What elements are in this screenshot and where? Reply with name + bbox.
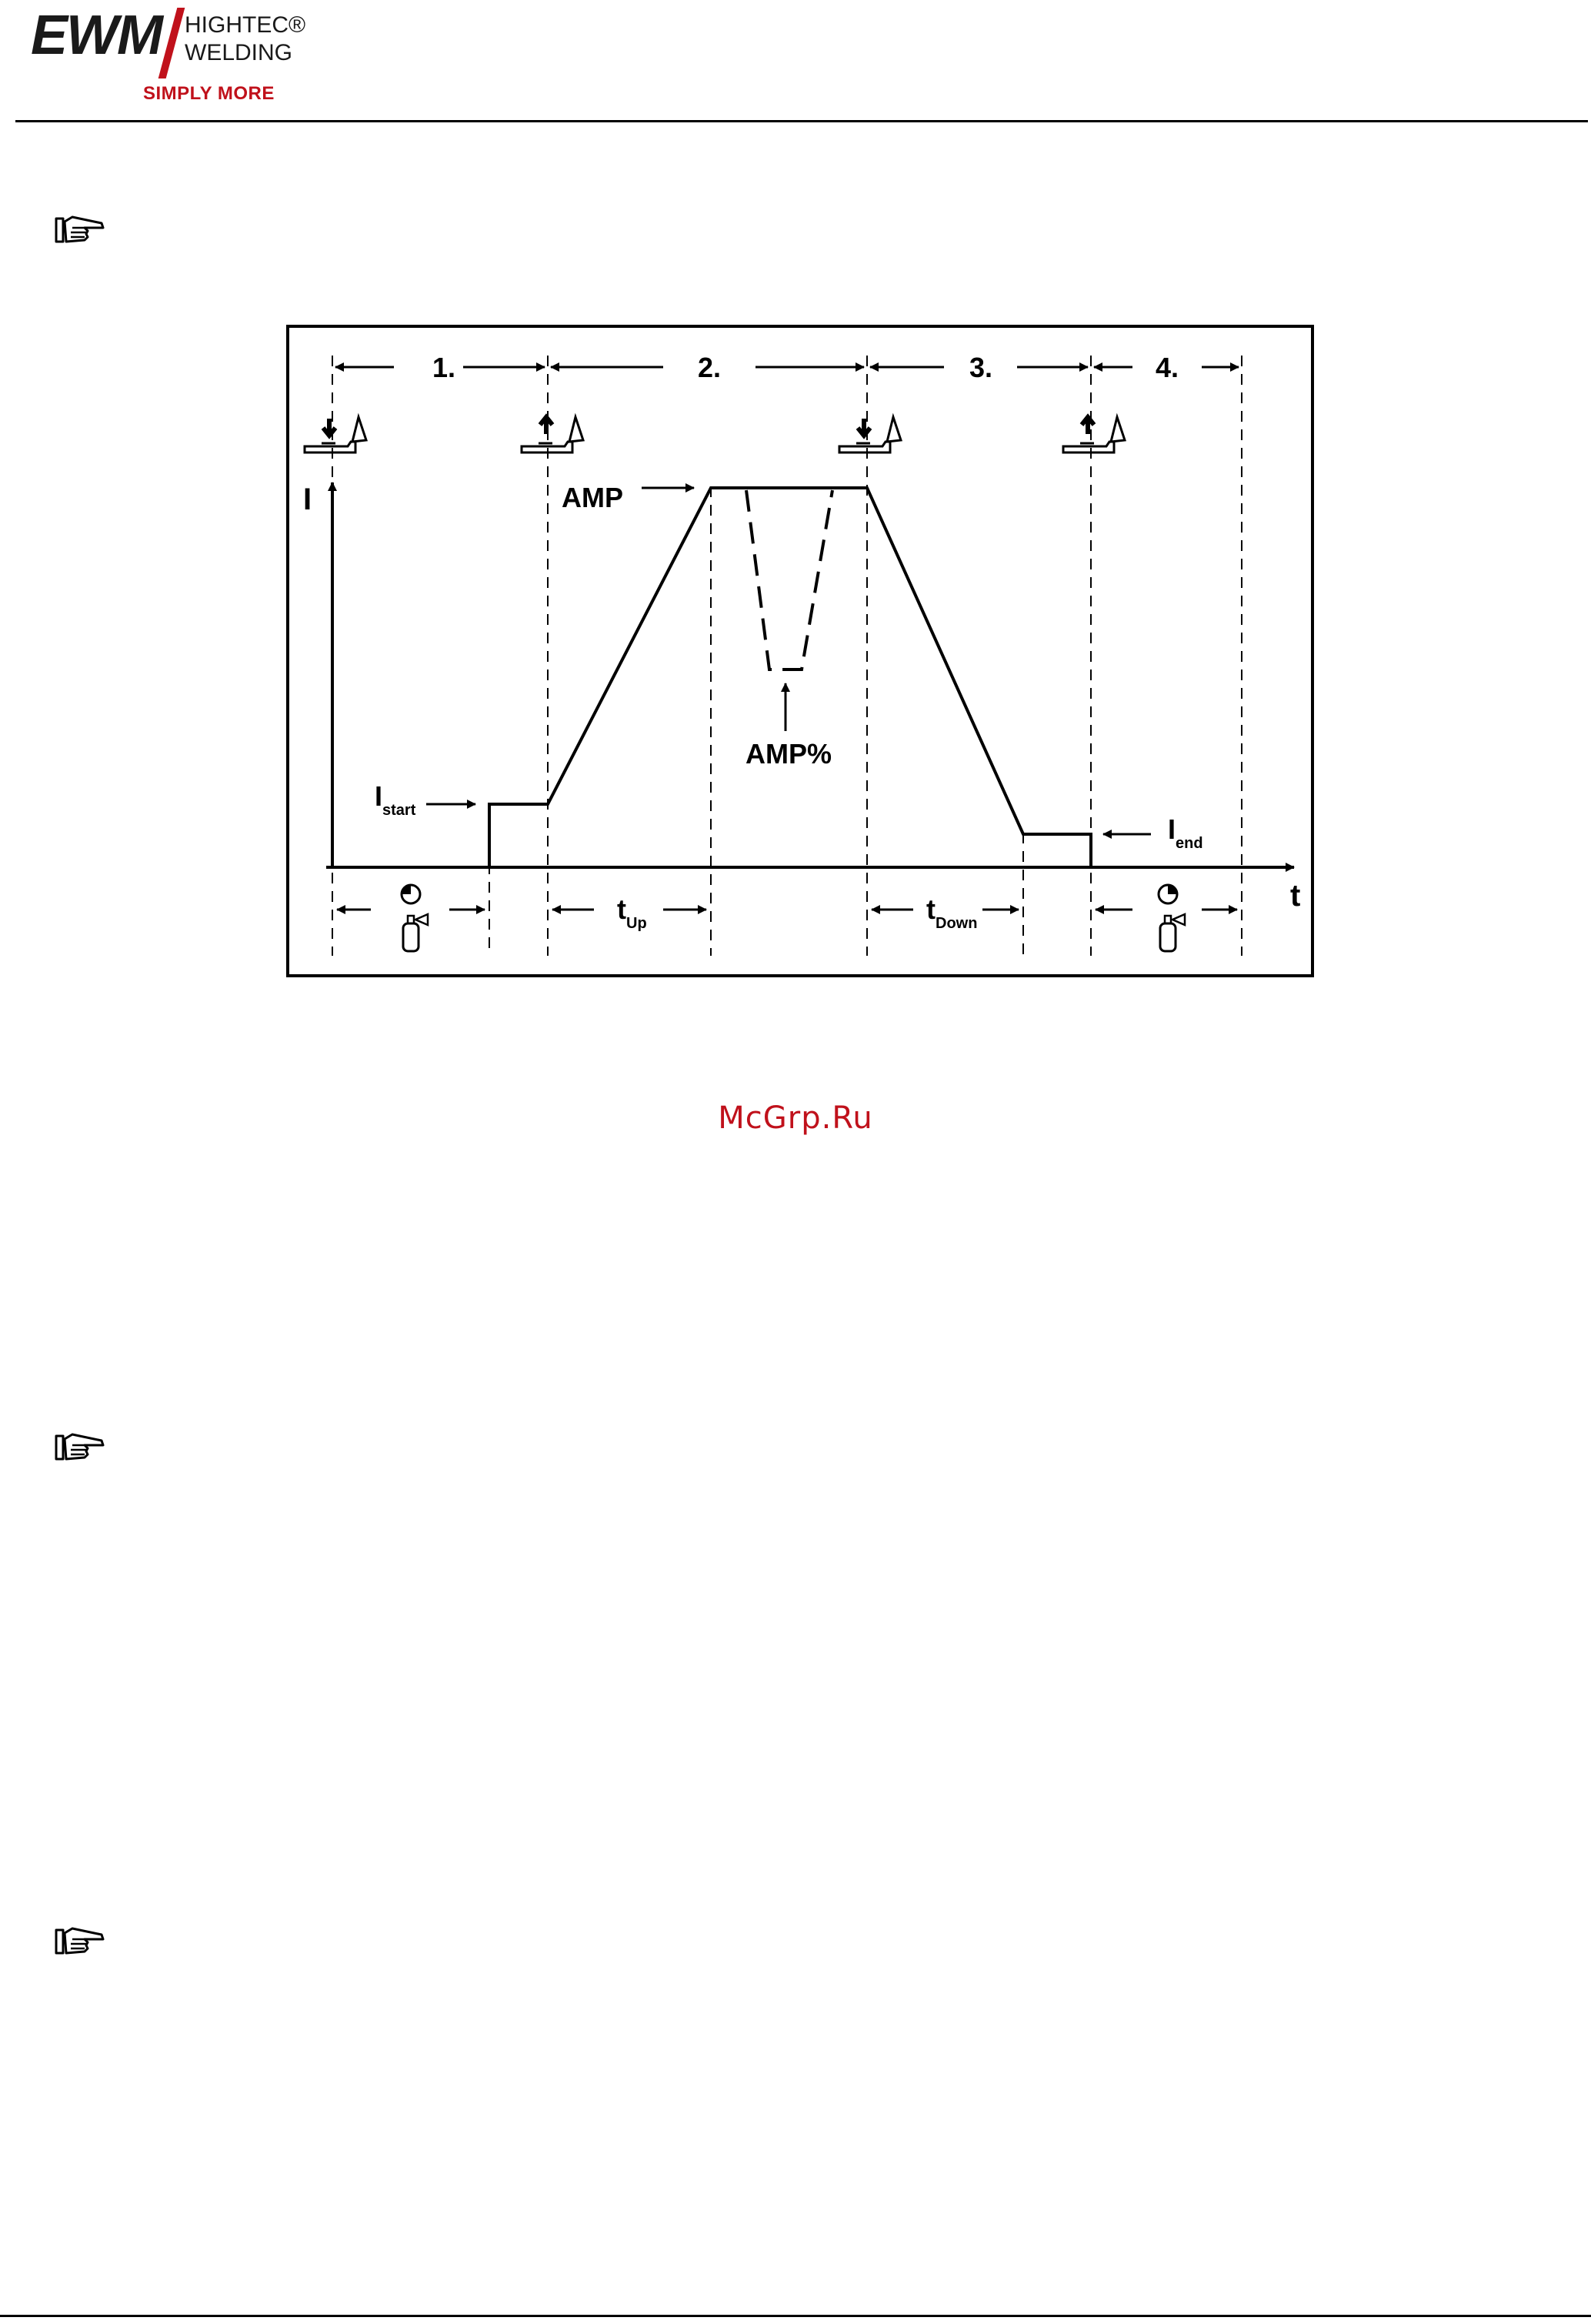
gas-cylinder-icon	[403, 914, 428, 951]
amp-percent-curve	[746, 490, 832, 669]
pointing-hand-icon	[54, 212, 108, 246]
pointing-hand-icon	[54, 1924, 108, 1958]
timer-icon	[402, 885, 420, 903]
torch-trigger-press-icon	[839, 417, 901, 452]
logo-line2: WELDING	[185, 40, 293, 65]
tdown-label: $t_{Down}$	[926, 893, 978, 932]
logo-tagline: SIMPLY MORE	[143, 83, 275, 104]
tup-label: $t_{Up}$	[617, 893, 647, 932]
phase-2-label: 2.	[697, 352, 722, 383]
header-divider	[15, 120, 1588, 122]
amp-percent-label: AMP%	[745, 738, 832, 770]
logo-brand: EWM	[31, 5, 162, 66]
x-axis-label: t	[1290, 879, 1301, 913]
istart-label: $I_{start}$	[375, 780, 416, 819]
welding-sequence-diagram	[286, 325, 1314, 977]
gas-cylinder-icon	[1160, 914, 1185, 951]
phase-4-label: 4.	[1155, 352, 1179, 383]
ewm-logo	[31, 5, 308, 108]
footer-divider	[0, 2315, 1591, 2317]
logo-slash	[158, 8, 185, 78]
torch-trigger-release-icon	[522, 417, 583, 452]
logo-line1: HIGHTEC®	[185, 12, 306, 38]
current-curve	[489, 488, 1091, 867]
diagram-frame	[288, 326, 1312, 976]
phase-3-label: 3.	[969, 352, 993, 383]
torch-trigger-release-icon	[1063, 417, 1125, 452]
iend-label: $I_{end}$	[1168, 813, 1203, 852]
torch-trigger-press-icon	[305, 417, 366, 452]
timer-icon	[1159, 885, 1177, 903]
y-axis-label: I	[303, 482, 312, 516]
watermark: McGrp.Ru	[718, 1100, 873, 1136]
amp-label: AMP	[562, 482, 623, 513]
phase-1-label: 1.	[432, 352, 456, 383]
pointing-hand-icon	[54, 1430, 108, 1464]
